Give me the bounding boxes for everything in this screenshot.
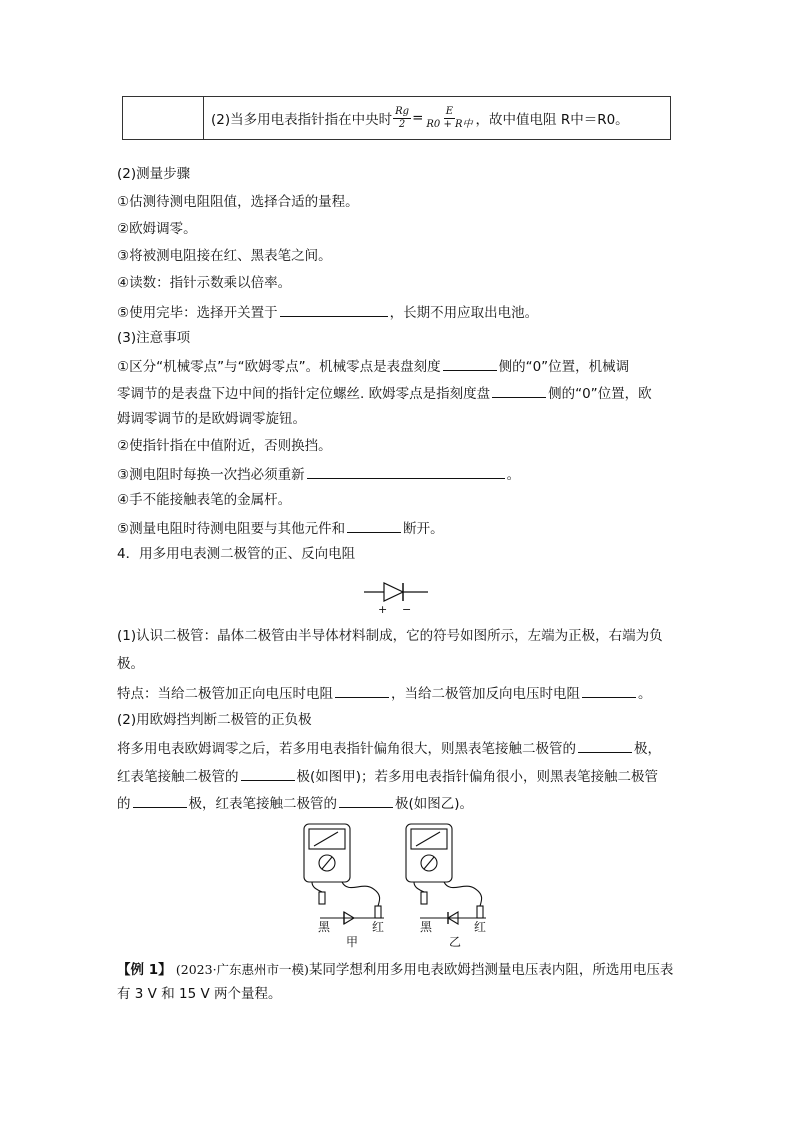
diode-feature xyxy=(117,683,652,704)
step-1: ①估测待测电阻阻值，选择合适的量程。 xyxy=(117,194,359,210)
example-block xyxy=(117,958,677,1006)
note-4: ④手不能接触表笔的金属杆。 xyxy=(117,492,292,508)
section-title-notes: (3)注意事项 xyxy=(117,330,191,346)
multimeter-needle-a xyxy=(314,832,338,846)
fraction-e-over-r xyxy=(424,106,474,131)
fill-blank[interactable] xyxy=(443,356,497,371)
note-5-text-a: ⑤测量电阻时待测电阻要与其他元件和 xyxy=(117,521,346,537)
feature-text-c: 。 xyxy=(638,686,652,702)
fraction-numerator: E xyxy=(445,105,454,117)
lead-black-b xyxy=(414,882,424,892)
note-2: ②使指针指在中值附近，否则换挡。 xyxy=(117,438,332,454)
section-4-title: 4．用多用电表测二极管的正、反向电阻 xyxy=(117,546,356,562)
probe-black-b xyxy=(421,892,427,904)
note-3-text-a: ③测电阻时每换一次挡必须重新 xyxy=(117,467,305,483)
fill-blank[interactable] xyxy=(339,793,393,808)
caption-b: 乙 xyxy=(449,935,462,949)
lead-red-a xyxy=(342,882,380,906)
black-label-b: 黑 xyxy=(420,920,433,934)
feature-text-b: ，当给二极管加反向电压时电阻 xyxy=(391,686,580,702)
table-text-after: ，故中值电阻 R中＝R0。 xyxy=(475,112,629,128)
note-5-text-b: 断开。 xyxy=(403,521,444,537)
polarity-line-2 xyxy=(117,766,658,787)
equals-sign: = xyxy=(412,110,424,126)
example-source: (2023·广东惠州市一模) xyxy=(175,962,309,977)
example-tag: 【例 1】 xyxy=(117,962,172,978)
multimeter-body-b xyxy=(406,824,452,882)
note-1-text-a: ①区分“机械零点”与“欧姆零点”。机械零点是表盘刻度 xyxy=(117,359,441,375)
note-3-text-b: 。 xyxy=(506,467,521,483)
note-1-line-1 xyxy=(117,356,629,377)
feature-text-a: 特点：当给二极管加正向电压时电阻 xyxy=(117,686,333,702)
example-text-line-2: 有 3 V 和 15 V 两个量程。 xyxy=(117,986,282,1002)
diode-plus-label: + xyxy=(378,603,388,616)
fraction-denominator: R0 + R中 xyxy=(426,118,473,130)
diode-triangle xyxy=(384,583,403,601)
fill-blank[interactable] xyxy=(582,683,636,698)
example-line-1 xyxy=(117,958,677,982)
section-title-steps: (2)测量步骤 xyxy=(117,166,191,182)
step-5-text-a: ⑤使用完毕：选择开关置于 xyxy=(117,305,278,321)
diode-intro-line-1: (1)认识二极管：晶体二极管由半导体材料制成，它的符号如图所示，左端为正极，右端为负 xyxy=(117,628,663,644)
knob-pointer-a xyxy=(322,857,332,869)
table-text-before: (2)当多用电表指针指在中央时 xyxy=(211,112,393,128)
fill-blank[interactable] xyxy=(280,302,388,317)
table-cell xyxy=(211,97,629,139)
probe-black-a xyxy=(319,892,325,904)
black-label-a: 黑 xyxy=(318,920,331,934)
formula-table xyxy=(122,96,671,140)
fill-blank[interactable] xyxy=(307,464,505,479)
polarity-text-a: 将多用电表欧姆调零之后，若多用电表指针偏角很大，则黑表笔接触二极管的 xyxy=(117,741,576,757)
polarity-text-c: 红表笔接触二极管的 xyxy=(117,769,239,785)
step-5 xyxy=(117,302,538,323)
polarity-text-d: 极(如图甲)；若多用电表指针偏角很小，则黑表笔接触二极管 xyxy=(296,769,659,785)
note-5 xyxy=(117,518,444,539)
lead-red-b xyxy=(444,882,482,906)
multimeter-needle-b xyxy=(416,832,440,846)
polarity-text-g: 极(如图乙)。 xyxy=(395,796,474,812)
caption-a: 甲 xyxy=(346,935,359,949)
polarity-title: (2)用欧姆挡判断二极管的正负极 xyxy=(117,712,312,728)
fill-blank[interactable] xyxy=(347,518,401,533)
note-1-text-d: 侧的“0”位置，欧 xyxy=(548,386,652,402)
diode-symbol xyxy=(362,578,432,616)
fill-blank[interactable] xyxy=(578,738,632,753)
red-label-a: 红 xyxy=(372,920,385,934)
polarity-text-f: 极，红表笔接触二极管的 xyxy=(188,796,337,812)
fraction-denominator: 2 xyxy=(398,118,406,130)
polarity-line-1 xyxy=(117,738,661,759)
lead-black-a xyxy=(312,882,322,892)
step-3: ③将被测电阻接在红、黑表笔之间。 xyxy=(117,248,332,264)
polarity-text-e: 的 xyxy=(117,796,131,812)
step-5-text-b: ，长期不用应取出电池。 xyxy=(389,305,539,321)
step-4: ④读数：指针示数乘以倍率。 xyxy=(117,275,292,291)
fraction-rg-over-2 xyxy=(393,106,411,131)
probe-red-b xyxy=(477,906,483,918)
fraction-numerator: Rg xyxy=(395,105,410,117)
note-1-line-3: 姆调零调节的是欧姆调零旋钮。 xyxy=(117,411,306,427)
fill-blank[interactable] xyxy=(241,766,295,781)
knob-pointer-b xyxy=(424,857,434,869)
note-1-text-b: 侧的“0”位置，机械调 xyxy=(498,359,630,375)
probe-red-a xyxy=(375,906,381,918)
polarity-line-3 xyxy=(117,793,473,814)
fill-blank[interactable] xyxy=(492,383,546,398)
fill-blank[interactable] xyxy=(133,793,187,808)
example-text-line-1: 某同学想利用多用电表欧姆挡测量电压表内阻，所选用电压表 xyxy=(308,962,674,978)
multimeter-diode-figure xyxy=(296,818,506,950)
step-2: ②欧姆调零。 xyxy=(117,221,197,237)
table-divider xyxy=(203,97,204,139)
diode-minus-label: − xyxy=(402,603,412,616)
diode-intro-line-2: 极。 xyxy=(117,656,144,672)
note-1-text-c: 零调节的是表盘下边中间的指针定位螺丝. 欧姆零点是指刻度盘 xyxy=(117,386,491,402)
multimeter-body-a xyxy=(304,824,350,882)
fill-blank[interactable] xyxy=(335,683,389,698)
red-label-b: 红 xyxy=(474,920,487,934)
note-3 xyxy=(117,464,520,485)
note-1-line-2 xyxy=(117,383,652,404)
polarity-text-b: 极， xyxy=(634,741,661,757)
